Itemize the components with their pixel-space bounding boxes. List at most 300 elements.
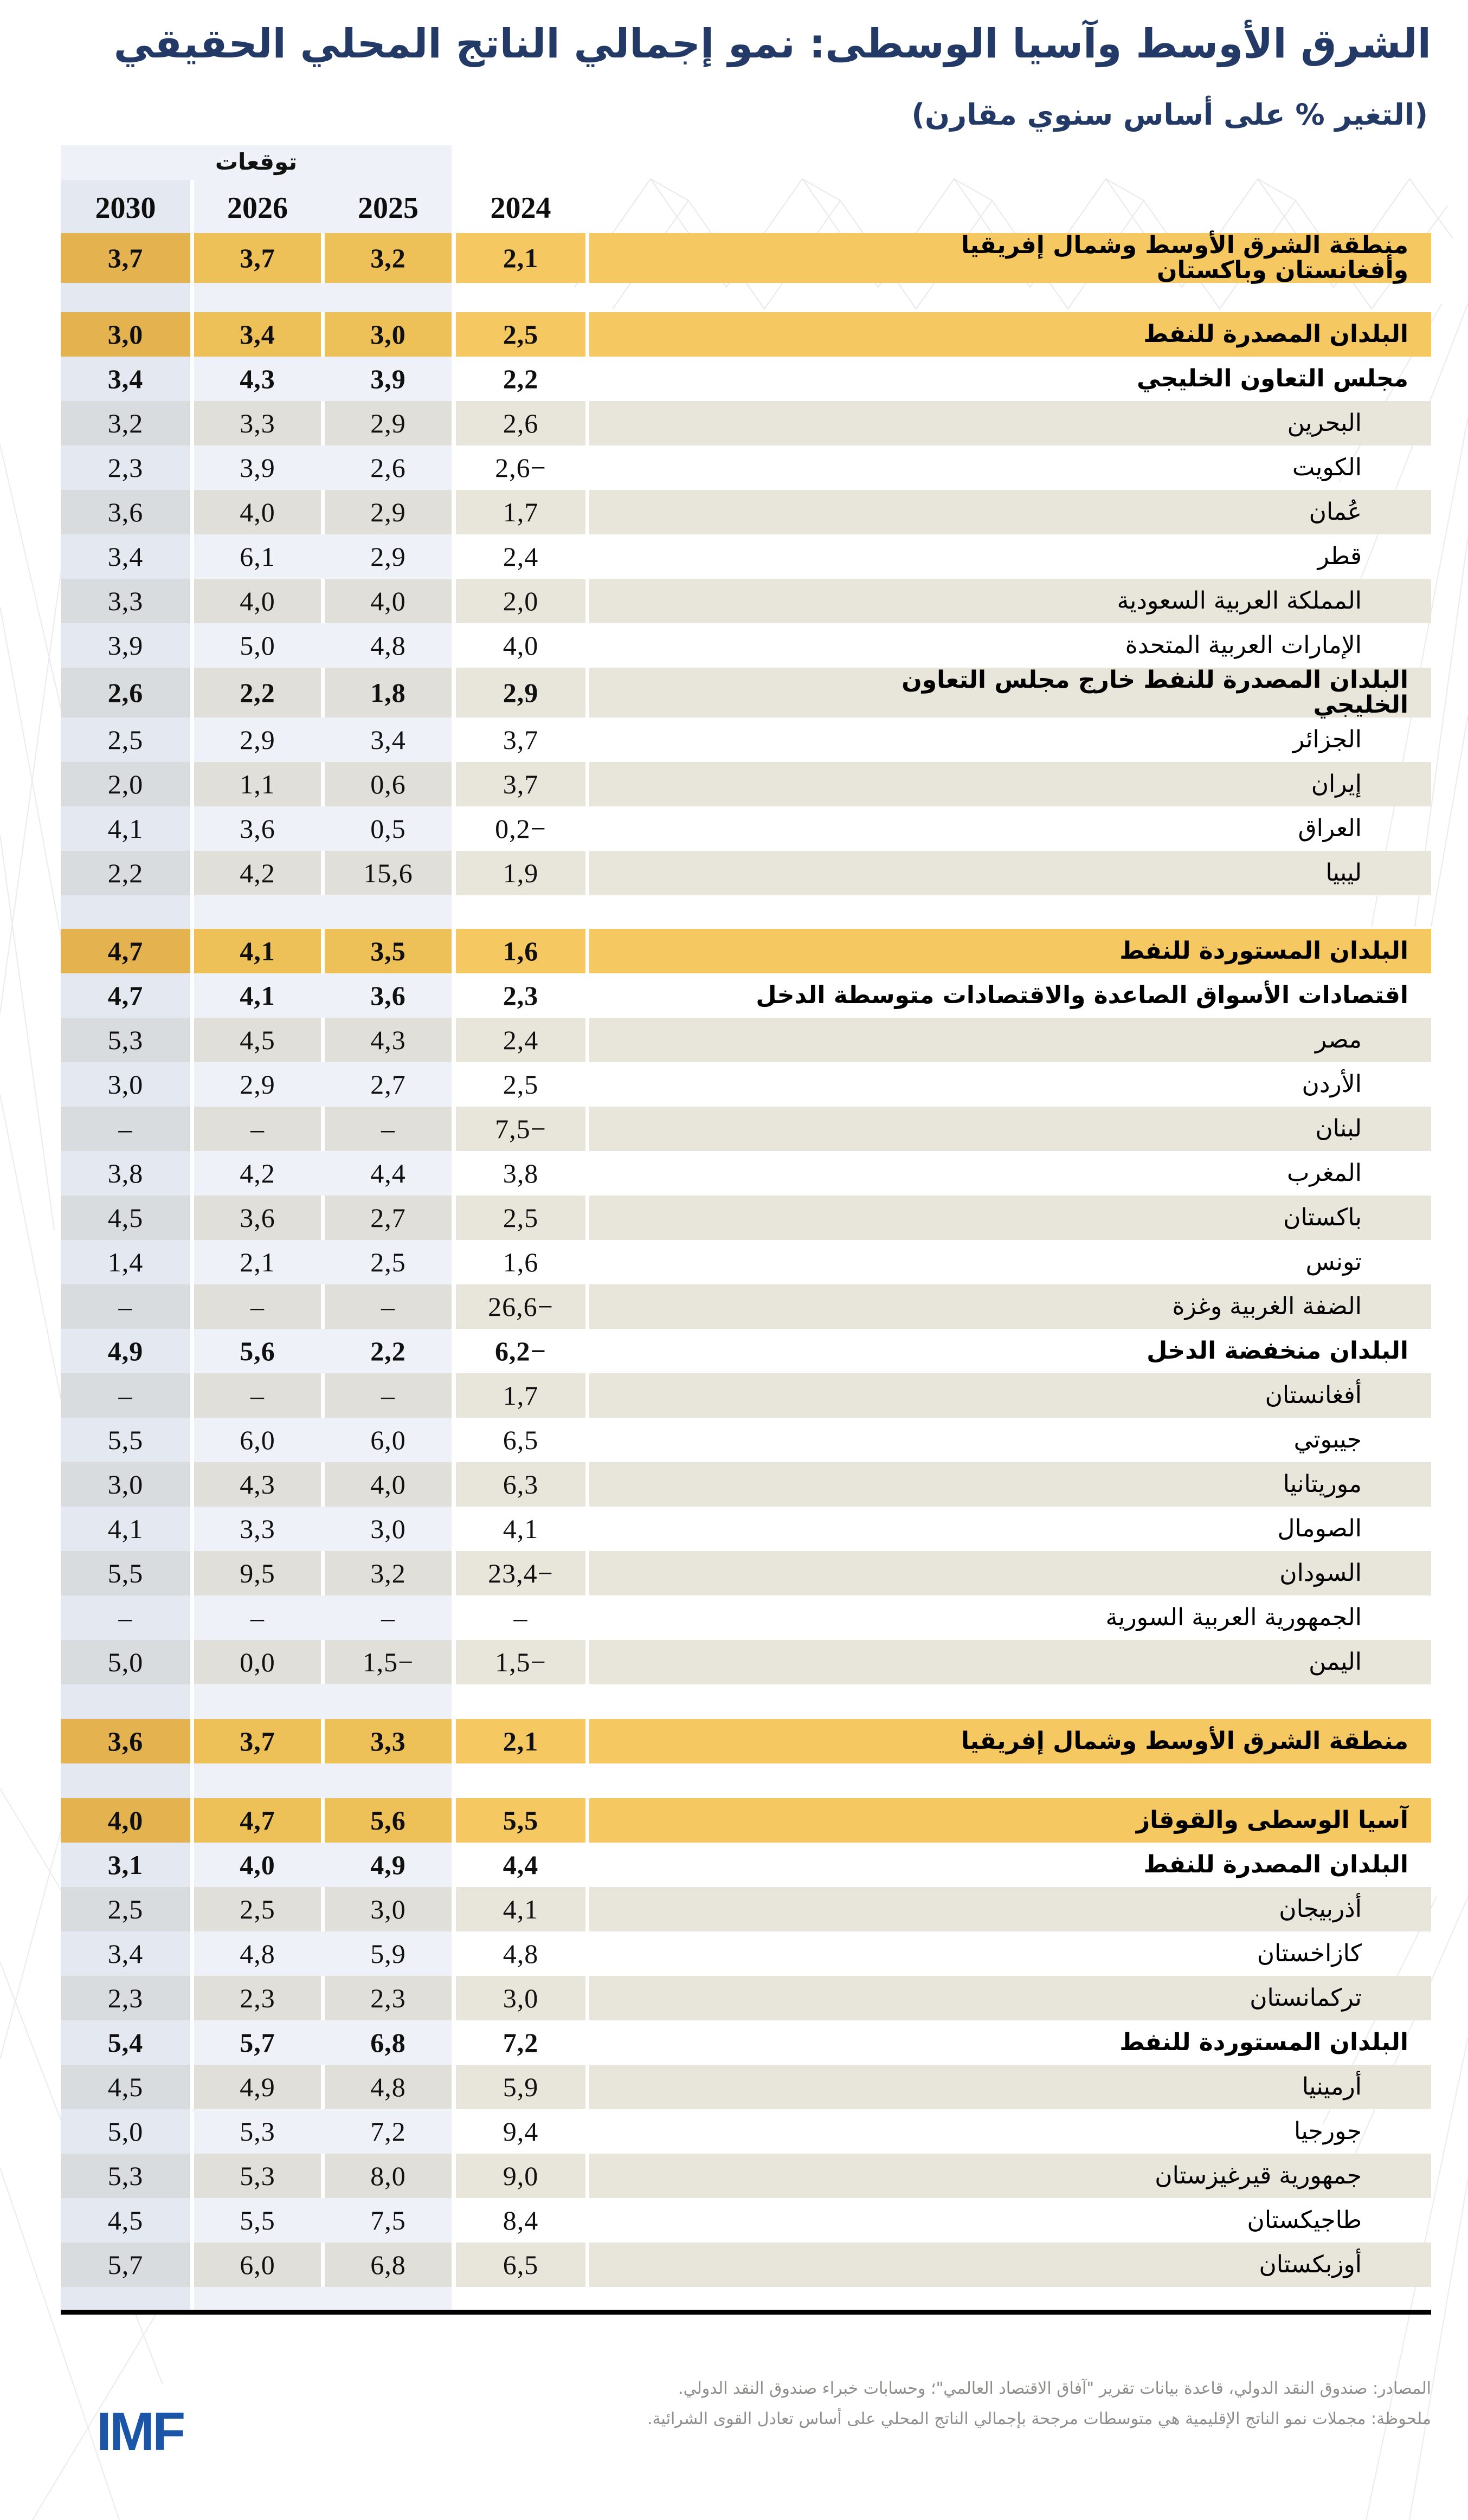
- row-label-cell: [589, 1329, 1431, 1373]
- row-label-cell: [589, 929, 1431, 973]
- row-label: الجزائر: [1292, 725, 1362, 753]
- value-cell-2026: 3,3: [240, 1514, 275, 1544]
- row-label: البلدان المصدرة للنفط: [1143, 320, 1408, 348]
- row-label: عُمان: [1309, 497, 1362, 526]
- value-cell-2026: 2,2: [194, 668, 321, 718]
- value-cell-2025: 4,0: [325, 1462, 452, 1507]
- row-label-cell: [589, 1798, 1431, 1843]
- value-cell-2026: 4,3: [240, 364, 275, 394]
- value-cell-2024: 1,5−: [456, 1640, 585, 1684]
- row-label: الضفة الغربية وغزة: [1172, 1292, 1362, 1320]
- value-cell-2030: 4,9: [107, 1336, 144, 1366]
- value-cell-2026: 4,9: [194, 2065, 321, 2109]
- value-cell-2030: 3,4: [107, 1939, 144, 1969]
- row-label-cell: [589, 973, 1431, 1018]
- value-cell-2026: –: [194, 1107, 321, 1151]
- table-row: [61, 1151, 1431, 1196]
- value-cell-2025: 2,6: [370, 453, 406, 483]
- value-cell-2025: –: [325, 1373, 452, 1418]
- row-label-cell: [589, 1462, 1431, 1507]
- row-label-cell: [589, 1240, 1431, 1284]
- value-cell-2026: –: [194, 1373, 321, 1418]
- value-cell-2025: 6,8: [370, 2027, 406, 2058]
- row-label: مصر: [1315, 1025, 1362, 1054]
- row-label-cell: [589, 445, 1431, 490]
- row-label: طاجيكستان: [1247, 2206, 1362, 2234]
- value-cell-2026: 5,0: [240, 630, 275, 661]
- value-cell-2024: 23,4−: [456, 1551, 585, 1595]
- value-cell-2026: 3,6: [194, 1196, 321, 1240]
- value-cell-2024: 2,4: [456, 1018, 585, 1062]
- imf-logo: IMF: [96, 2401, 184, 2462]
- value-cell-2030: 5,3: [61, 2154, 190, 2198]
- table-row: [61, 534, 1431, 579]
- table-row: [61, 2154, 1431, 2198]
- row-label: العراق: [1298, 814, 1362, 842]
- value-cell-2024: 2,2: [503, 364, 539, 394]
- row-label: المملكة العربية السعودية: [1117, 586, 1362, 615]
- value-cell-2025: 3,0: [325, 1887, 452, 1931]
- value-cell-2024: 2,6−: [495, 453, 546, 483]
- value-cell-2030: 2,2: [61, 851, 190, 895]
- value-cell-2024: 2,3: [503, 980, 539, 1011]
- value-cell-2030: 4,7: [61, 929, 190, 973]
- value-cell-2030: 3,9: [107, 630, 144, 661]
- value-cell-2025: –: [325, 1284, 452, 1329]
- value-cell-2030: 3,2: [61, 401, 190, 445]
- value-cell-2030: 3,6: [61, 1719, 190, 1763]
- value-cell-2030: 5,3: [61, 1018, 190, 1062]
- value-cell-2024: 2,0: [456, 579, 585, 623]
- row-label: كازاخستان: [1257, 1939, 1362, 1967]
- value-cell-2026: 3,6: [240, 813, 275, 844]
- value-cell-2026: 4,2: [194, 851, 321, 895]
- value-cell-2026: –: [250, 1603, 265, 1633]
- projections-label: توقعات: [215, 148, 298, 175]
- value-cell-2024: 3,0: [456, 1976, 585, 2020]
- value-cell-2030: 2,5: [61, 1887, 190, 1931]
- row-label-cell: [589, 233, 1431, 283]
- value-cell-2030: 5,5: [107, 1425, 144, 1455]
- value-cell-2025: 0,5: [370, 813, 406, 844]
- table-row: [61, 1595, 1431, 1640]
- table-row: [61, 1373, 1431, 1418]
- row-label: لبنان: [1315, 1114, 1362, 1142]
- value-cell-2025: 1,5−: [325, 1640, 452, 1684]
- value-cell-2026: 1,1: [194, 762, 321, 806]
- row-label: الأردن: [1302, 1070, 1362, 1098]
- value-cell-2026: 4,0: [194, 490, 321, 534]
- value-cell-2030: 4,5: [61, 2065, 190, 2109]
- row-label-cell: [589, 1640, 1431, 1684]
- value-cell-2025: 3,0: [325, 312, 452, 357]
- value-cell-2025: 3,3: [325, 1719, 452, 1763]
- table-row: [61, 1798, 1431, 1843]
- value-cell-2025: 15,6: [325, 851, 452, 895]
- row-label: البحرين: [1287, 409, 1362, 437]
- value-cell-2025: 4,4: [370, 1158, 406, 1188]
- row-label-cell: [589, 2020, 1431, 2065]
- value-cell-2024: 2,4: [503, 541, 539, 572]
- value-cell-2030: –: [118, 1603, 133, 1633]
- page-title: الشرق الأوسط وآسيا الوسطى: نمو إجمالي الناتج المحلي الحقيقي: [113, 21, 1431, 67]
- row-label-cell: [589, 1595, 1431, 1640]
- value-cell-2025: 2,2: [370, 1336, 406, 1366]
- value-cell-2026: 4,0: [194, 579, 321, 623]
- row-label-cell: [589, 1719, 1431, 1763]
- table-row: [61, 357, 1431, 401]
- row-label: أذربيجان: [1279, 1895, 1362, 1923]
- value-cell-2030: 3,0: [107, 1069, 144, 1100]
- value-cell-2025: 4,9: [370, 1850, 406, 1880]
- value-cell-2024: 5,5: [456, 1798, 585, 1843]
- row-label-cell: [589, 1284, 1431, 1329]
- row-label-cell: [589, 1931, 1431, 1976]
- value-cell-2024: 4,8: [503, 1939, 539, 1969]
- table-row: [61, 1507, 1431, 1551]
- value-cell-2030: 3,4: [107, 541, 144, 572]
- value-cell-2025: 3,6: [370, 980, 406, 1011]
- table-row: [61, 1329, 1431, 1373]
- value-cell-2030: 4,7: [107, 980, 144, 1011]
- value-cell-2025: 1,8: [325, 668, 452, 718]
- value-cell-2025: 3,4: [370, 725, 406, 755]
- value-cell-2024: 2,1: [456, 233, 585, 283]
- row-label: البلدان المصدرة للنفط: [1143, 1850, 1408, 1878]
- value-cell-2026: –: [194, 1284, 321, 1329]
- value-cell-2030: 2,5: [107, 725, 144, 755]
- row-label: اليمن: [1309, 1647, 1362, 1676]
- table-row: [61, 2109, 1431, 2154]
- value-cell-2030: 2,3: [107, 453, 144, 483]
- value-cell-2026: 4,1: [194, 929, 321, 973]
- value-cell-2024: –: [513, 1603, 528, 1633]
- value-cell-2030: 3,6: [61, 490, 190, 534]
- value-cell-2024: 1,6: [456, 929, 585, 973]
- value-cell-2024: 1,7: [456, 1373, 585, 1418]
- value-cell-2024: 6,5: [503, 1425, 539, 1455]
- table-row: [61, 1719, 1431, 1763]
- table-row: [61, 2065, 1431, 2109]
- row-label-cell: [589, 762, 1431, 806]
- table-row: [61, 1931, 1431, 1976]
- value-cell-2026: 3,4: [194, 312, 321, 357]
- row-label-cell: [589, 401, 1431, 445]
- row-label: أرمينيا: [1302, 2072, 1362, 2101]
- row-label-cell: [589, 534, 1431, 579]
- value-cell-2024: 4,1: [456, 1887, 585, 1931]
- value-cell-2025: 8,0: [325, 2154, 452, 2198]
- row-label-cell: [589, 718, 1431, 762]
- value-cell-2025: 3,5: [325, 929, 452, 973]
- value-cell-2024: 0,2−: [495, 813, 546, 844]
- value-cell-2024: 7,5−: [456, 1107, 585, 1151]
- value-cell-2026: 6,0: [194, 2243, 321, 2287]
- value-cell-2025: 2,9: [370, 541, 406, 572]
- year-header-2030: 2030: [95, 191, 156, 225]
- table-row: [61, 929, 1431, 973]
- row-label: الصومال: [1277, 1514, 1362, 1542]
- row-label-cell: [589, 1018, 1431, 1062]
- value-cell-2024: 2,6: [456, 401, 585, 445]
- table-row: [61, 806, 1431, 851]
- table-row: [61, 973, 1431, 1018]
- row-label-cell: [589, 851, 1431, 895]
- value-cell-2030: 3,0: [61, 1462, 190, 1507]
- table-row: [61, 762, 1431, 806]
- row-label: البلدان المستوردة للنفط: [1119, 936, 1408, 965]
- row-label-cell: [589, 2154, 1431, 2198]
- row-label-cell: [589, 1373, 1431, 1418]
- table-row: [61, 718, 1431, 762]
- value-cell-2026: 4,8: [240, 1939, 275, 1969]
- row-label: أفغانستان: [1265, 1381, 1362, 1409]
- row-label-cell: [589, 1887, 1431, 1931]
- value-cell-2026: 3,9: [240, 453, 275, 483]
- value-cell-2024: 3,7: [456, 762, 585, 806]
- row-label: آسيا الوسطى والقوقاز: [1136, 1806, 1408, 1834]
- value-cell-2025: 2,9: [325, 490, 452, 534]
- table-row: [61, 1640, 1431, 1684]
- value-cell-2024: 2,9: [456, 668, 585, 718]
- value-cell-2026: 2,5: [194, 1887, 321, 1931]
- value-cell-2024: 9,0: [456, 2154, 585, 2198]
- table-row: [61, 1887, 1431, 1931]
- table-row: [61, 1062, 1431, 1107]
- value-cell-2024: 1,6: [503, 1247, 539, 1277]
- value-cell-2024: 6,3: [456, 1462, 585, 1507]
- methodology-note: ملحوظة: مجملات نمو الناتج الإقليمية هي متوسطات مرجحة بإجمالي الناتج المحلي على أساس تعادل القوى الشرائية.: [647, 2409, 1431, 2428]
- value-cell-2030: 2,0: [61, 762, 190, 806]
- value-cell-2026: 3,7: [194, 1719, 321, 1763]
- row-label: المغرب: [1287, 1159, 1362, 1187]
- row-label: الإمارات العربية المتحدة: [1125, 631, 1362, 659]
- value-cell-2025: 4,8: [370, 630, 406, 661]
- value-cell-2025: 6,8: [325, 2243, 452, 2287]
- row-label: الجمهورية العربية السورية: [1105, 1603, 1362, 1631]
- table-row: [61, 401, 1431, 445]
- value-cell-2024: 5,9: [456, 2065, 585, 2109]
- value-cell-2030: 5,0: [61, 1640, 190, 1684]
- wireframe-decoration-left: [0, 444, 65, 1420]
- table-row: [61, 312, 1431, 357]
- value-cell-2026: 6,0: [240, 1425, 275, 1455]
- value-cell-2024: 4,4: [503, 1850, 539, 1880]
- row-label-cell: [589, 2243, 1431, 2287]
- value-cell-2024: 3,7: [503, 725, 539, 755]
- value-cell-2024: 8,4: [503, 2205, 539, 2235]
- row-label: اقتصادات الأسواق الصاعدة والاقتصادات متوسطة الدخل: [756, 981, 1408, 1009]
- value-cell-2025: 4,0: [325, 579, 452, 623]
- value-cell-2026: 2,9: [240, 1069, 275, 1100]
- value-cell-2025: 5,9: [370, 1939, 406, 1969]
- row-label-cell: [589, 1976, 1431, 2020]
- value-cell-2030: 2,6: [61, 668, 190, 718]
- row-label: جيبوتي: [1293, 1425, 1362, 1453]
- value-cell-2030: 5,4: [107, 2027, 144, 2058]
- row-label: السودان: [1279, 1559, 1362, 1587]
- value-cell-2030: 4,0: [61, 1798, 190, 1843]
- table-row: [61, 668, 1431, 718]
- row-label-cell: [589, 1196, 1431, 1240]
- row-label-cell: [589, 357, 1431, 401]
- table-row: [61, 623, 1431, 668]
- row-label: البلدان منخفضة الدخل: [1147, 1336, 1408, 1365]
- value-cell-2026: 4,5: [194, 1018, 321, 1062]
- row-label-cell: [589, 1551, 1431, 1595]
- row-label: ليبيا: [1325, 858, 1362, 887]
- row-label: تونس: [1305, 1248, 1362, 1276]
- value-cell-2026: 2,3: [194, 1976, 321, 2020]
- value-cell-2025: 2,9: [325, 401, 452, 445]
- value-cell-2024: 7,2: [503, 2027, 539, 2058]
- table-row: [61, 1843, 1431, 1887]
- row-label: إيران: [1311, 770, 1362, 798]
- row-label: منطقة الشرق الأوسط وشمال إفريقيا وأفغانستان وباكستان: [961, 231, 1408, 284]
- value-cell-2024: 2,5: [456, 312, 585, 357]
- row-label: جمهورية قيرغيزستان: [1155, 2161, 1362, 2189]
- value-cell-2030: 3,1: [107, 1850, 144, 1880]
- value-cell-2025: 3,2: [325, 233, 452, 283]
- row-label: أوزبكستان: [1259, 2250, 1362, 2278]
- year-header-2025: 2025: [358, 191, 418, 225]
- table-row: [61, 1018, 1431, 1062]
- value-cell-2026: 9,5: [194, 1551, 321, 1595]
- row-label: البلدان المستوردة للنفط: [1119, 2028, 1408, 2056]
- value-cell-2025: 3,2: [325, 1551, 452, 1595]
- table-row: [61, 1107, 1431, 1151]
- value-cell-2025: 4,3: [325, 1018, 452, 1062]
- value-cell-2024: 1,7: [456, 490, 585, 534]
- row-label: منطقة الشرق الأوسط وشمال إفريقيا: [961, 1727, 1408, 1755]
- value-cell-2026: 4,3: [194, 1462, 321, 1507]
- row-label-cell: [589, 1507, 1431, 1551]
- value-cell-2025: 7,5: [370, 2205, 406, 2235]
- row-label-cell: [589, 1843, 1431, 1887]
- table-row: [61, 1284, 1431, 1329]
- value-cell-2025: 2,5: [370, 1247, 406, 1277]
- value-cell-2024: 26,6−: [456, 1284, 585, 1329]
- row-label-cell: [589, 1151, 1431, 1196]
- value-cell-2026: 2,9: [240, 725, 275, 755]
- row-label-cell: [589, 490, 1431, 534]
- value-cell-2026: 4,7: [194, 1798, 321, 1843]
- value-cell-2030: 3,0: [61, 312, 190, 357]
- value-cell-2024: 2,1: [456, 1719, 585, 1763]
- row-label-cell: [589, 2109, 1431, 2154]
- value-cell-2025: 4,8: [325, 2065, 452, 2109]
- table-row: [61, 233, 1431, 283]
- value-cell-2024: 2,5: [456, 1196, 585, 1240]
- value-cell-2030: –: [61, 1107, 190, 1151]
- value-cell-2025: 2,3: [325, 1976, 452, 2020]
- value-cell-2030: 3,8: [107, 1158, 144, 1188]
- value-cell-2030: –: [61, 1373, 190, 1418]
- value-cell-2030: 3,3: [61, 579, 190, 623]
- row-label: مجلس التعاون الخليجي: [1136, 364, 1408, 392]
- table-row: [61, 1196, 1431, 1240]
- year-header-2024: 2024: [490, 191, 551, 225]
- value-cell-2030: 4,1: [107, 1514, 144, 1544]
- value-cell-2026: 4,2: [240, 1158, 275, 1188]
- value-cell-2030: 1,4: [107, 1247, 144, 1277]
- value-cell-2024: 1,9: [456, 851, 585, 895]
- wireframe-decoration-top-right: [575, 146, 1453, 309]
- value-cell-2030: 4,1: [107, 813, 144, 844]
- table-row: [61, 1418, 1431, 1462]
- value-cell-2030: 3,7: [61, 233, 190, 283]
- row-label: البلدان المصدرة للنفط خارج مجلس التعاون الخليجي: [902, 666, 1408, 719]
- value-cell-2026: 6,1: [240, 541, 275, 572]
- row-label-cell: [589, 579, 1431, 623]
- row-label-cell: [589, 623, 1431, 668]
- value-cell-2025: –: [381, 1603, 395, 1633]
- value-cell-2025: 7,2: [370, 2116, 406, 2147]
- value-cell-2024: 3,8: [503, 1158, 539, 1188]
- value-cell-2030: 3,4: [107, 364, 144, 394]
- value-cell-2025: 5,6: [325, 1798, 452, 1843]
- value-cell-2030: 4,5: [107, 2205, 144, 2235]
- row-label-cell: [589, 1418, 1431, 1462]
- value-cell-2025: 2,7: [325, 1196, 452, 1240]
- value-cell-2024: 4,1: [503, 1514, 539, 1544]
- row-label: قطر: [1317, 542, 1362, 570]
- value-cell-2024: 6,2−: [495, 1336, 546, 1366]
- value-cell-2025: 3,9: [370, 364, 406, 394]
- table-row: [61, 1240, 1431, 1284]
- table-row: [61, 1551, 1431, 1595]
- value-cell-2026: 5,3: [240, 2116, 275, 2147]
- value-cell-2025: 2,7: [370, 1069, 406, 1100]
- value-cell-2026: 3,3: [194, 401, 321, 445]
- row-label: جورجيا: [1293, 2117, 1362, 2145]
- table-row: [61, 490, 1431, 534]
- value-cell-2024: 6,5: [456, 2243, 585, 2287]
- source-note: المصادر: صندوق النقد الدولي، قاعدة بيانات تقرير "آفاق الاقتصاد العالمي"؛ وحسابات خبراء صندوق النقد الدولي.: [678, 2379, 1431, 2398]
- value-cell-2025: –: [325, 1107, 452, 1151]
- value-cell-2030: 4,5: [61, 1196, 190, 1240]
- value-cell-2030: 2,3: [61, 1976, 190, 2020]
- value-cell-2026: 5,7: [240, 2027, 275, 2058]
- value-cell-2024: 2,5: [503, 1069, 539, 1100]
- table-row: [61, 579, 1431, 623]
- row-label: موريتانيا: [1283, 1470, 1362, 1498]
- table-row: [61, 1976, 1431, 2020]
- value-cell-2024: 9,4: [503, 2116, 539, 2147]
- row-label-cell: [589, 1107, 1431, 1151]
- value-cell-2025: 3,0: [370, 1514, 406, 1544]
- value-cell-2026: 5,6: [240, 1336, 275, 1366]
- value-cell-2026: 4,0: [240, 1850, 275, 1880]
- value-cell-2026: 5,5: [240, 2205, 275, 2235]
- value-cell-2024: 4,0: [503, 630, 539, 661]
- value-cell-2026: 4,1: [240, 980, 275, 1011]
- value-cell-2026: 5,3: [194, 2154, 321, 2198]
- table-row: [61, 2020, 1431, 2065]
- row-label-cell: [589, 2198, 1431, 2243]
- row-label-cell: [589, 312, 1431, 357]
- value-cell-2025: 6,0: [370, 1425, 406, 1455]
- value-cell-2026: 2,1: [240, 1247, 275, 1277]
- year-header-2026: 2026: [227, 191, 288, 225]
- row-label: الكويت: [1292, 453, 1362, 481]
- value-cell-2026: 3,7: [194, 233, 321, 283]
- table-row: [61, 851, 1431, 895]
- value-cell-2026: 0,0: [194, 1640, 321, 1684]
- row-label: باكستان: [1283, 1203, 1362, 1231]
- row-label-cell: [589, 2065, 1431, 2109]
- row-label: تركمانستان: [1250, 1983, 1362, 2012]
